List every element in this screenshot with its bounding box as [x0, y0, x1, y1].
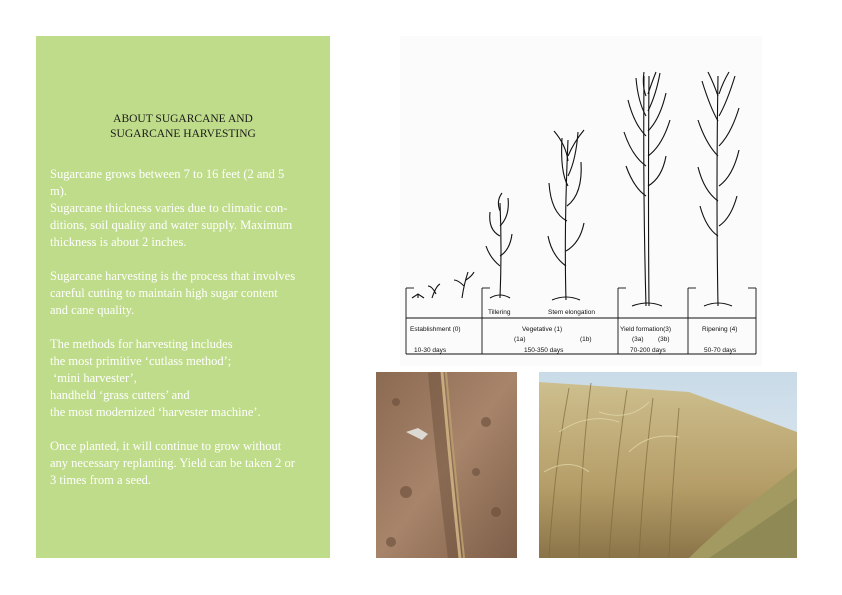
text-line: ‘mini harvester’, [50, 371, 137, 385]
text-line: careful cutting to maintain high sugar content [50, 286, 278, 300]
paragraph-methods [50, 336, 318, 421]
plant-drawings [412, 72, 739, 306]
label-days-establishment: 10-30 days [414, 347, 447, 354]
text-line: thickness is about 2 inches. [50, 235, 187, 249]
yield-formation-plant-icon [624, 72, 670, 306]
label-sub-1a: (1a) [514, 336, 526, 343]
text-line: any necessary replanting. Yield can be taken 2 or [50, 456, 295, 470]
growth-stages-svg [400, 36, 762, 366]
text-line: the most primitive ‘cutlass method’; [50, 354, 232, 368]
soil-image [376, 372, 517, 558]
panel-title-line-1: ABOUT SUGARCANE AND [113, 113, 253, 125]
text-line: handheld ‘grass cutters’ and [50, 388, 190, 402]
text-line: Sugarcane grows between 7 to 16 feet (2 and 5 [50, 167, 285, 181]
panel-title [36, 112, 330, 142]
text-line: ditions, soil quality and water supply. Maximum [50, 218, 293, 232]
text-line: and cane quality. [50, 303, 135, 317]
panel-title-line-2: SUGARCANE HARVESTING [110, 128, 256, 140]
text-line: The methods for harvesting includes [50, 337, 233, 351]
label-sub-3a: (3a) [632, 336, 644, 343]
ripening-plant-icon [698, 72, 739, 306]
label-sub-3b: (3b) [658, 336, 670, 343]
text-line: the most modernized ‘harvester machine’. [50, 405, 261, 419]
label-yield-formation: Yield formation(3) [620, 326, 672, 333]
label-sub-1b: (1b) [580, 336, 592, 343]
tillering-plant-icon [486, 193, 512, 298]
text-line: Sugarcane thickness varies due to climatic con- [50, 201, 288, 215]
stage-table-lines [406, 288, 756, 354]
sprout-icon [412, 272, 474, 298]
growth-stages-diagram [400, 36, 762, 366]
text-line: m). [50, 184, 68, 198]
stem-elongation-plant-icon [548, 130, 584, 300]
text-line: 3 times from a seed. [50, 473, 152, 487]
paragraph-growth [50, 166, 318, 251]
label-stem-elongation: Stem elongation [548, 309, 595, 316]
planted-cane-photo [376, 372, 517, 558]
label-days-yield: 70-200 days [630, 347, 666, 354]
label-ripening: Ripening (4) [702, 326, 738, 333]
label-days-vegetative: 150-350 days [524, 347, 564, 354]
info-panel [36, 36, 330, 558]
panel-body [50, 166, 318, 506]
text-line: Once planted, it will continue to grow without [50, 439, 282, 453]
text-line: Sugarcane harvesting is the process that involves [50, 269, 296, 283]
label-days-ripening: 50-70 days [704, 347, 737, 354]
paragraph-harvesting [50, 268, 318, 319]
label-vegetative: Vegetative (1) [522, 326, 563, 333]
label-establishment: Establishment (0) [410, 326, 461, 333]
field-image [539, 372, 797, 558]
sugarcane-field-photo [539, 372, 797, 558]
paragraph-yield [50, 438, 318, 489]
label-tillering: Tillering [488, 309, 511, 316]
